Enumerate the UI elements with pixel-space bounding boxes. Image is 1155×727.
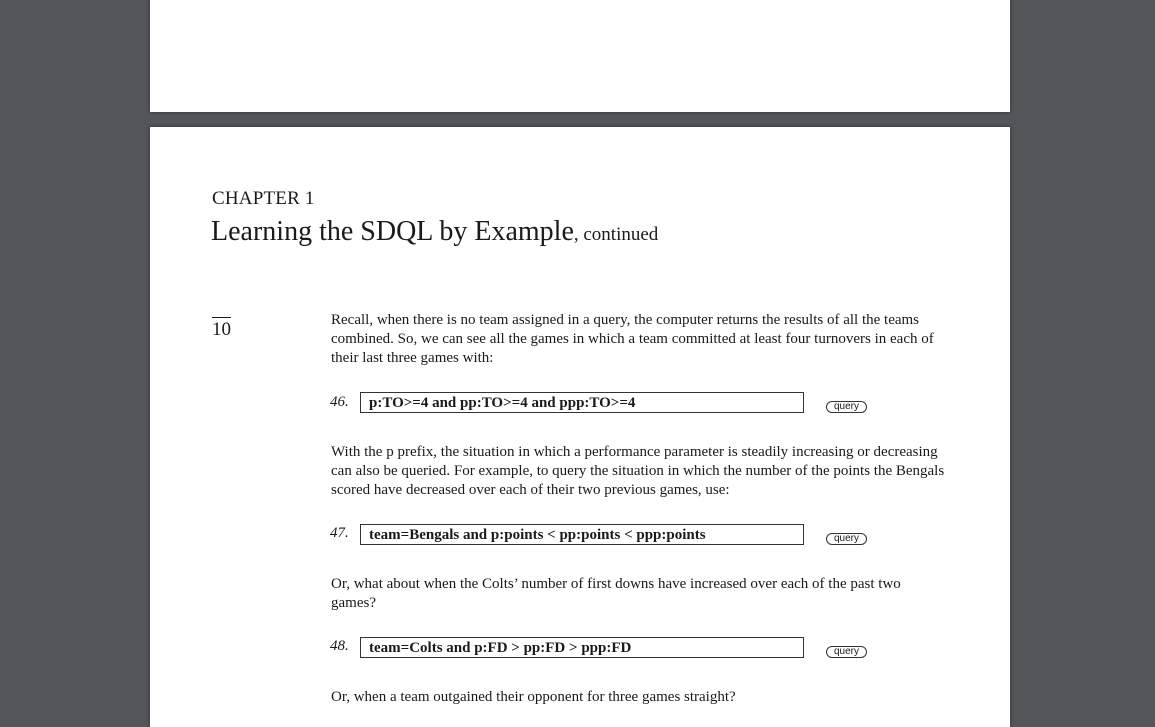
query-button-48[interactable]: query [826, 646, 867, 658]
paragraph-outgained: Or, when a team outgained their opponent for three games straight? [331, 689, 736, 705]
query-number-47: 47. [330, 525, 349, 541]
chapter-title-text: Learning the SDQL by Example [211, 216, 574, 247]
query-input-47[interactable]: team=Bengals and p:points < pp:points < ppp:points [360, 524, 804, 545]
chapter-label: CHAPTER 1 [212, 188, 315, 209]
current-page [150, 127, 1010, 727]
query-number-48: 48. [330, 638, 349, 654]
page-number: 10 [212, 319, 231, 340]
chapter-title [211, 216, 658, 248]
query-button-47[interactable]: query [826, 533, 867, 545]
query-number-46: 46. [330, 394, 349, 410]
query-button-46[interactable]: query [826, 401, 867, 413]
paragraph-p-prefix: With the p prefix, the situation in which a performance parameter is steadily increasing or decreasing can also be queried. For example, to query the situation in which the number of the points the Bengals scored have decreased over each of their two previous games, use: [331, 444, 945, 498]
paragraph-intro: Recall, when there is no team assigned in a query, the computer returns the results of all the teams combined. So, we can see all the games in which a team committed at least four turnovers in each of their last three games with: [331, 312, 934, 366]
query-input-48[interactable]: team=Colts and p:FD > pp:FD > ppp:FD [360, 637, 804, 658]
paragraph-colts: Or, what about when the Colts’ number of first downs have increased over each of the past two games? [331, 576, 901, 611]
previous-page [150, 0, 1010, 112]
chapter-continued: , continued [573, 224, 659, 245]
query-input-46[interactable]: p:TO>=4 and pp:TO>=4 and ppp:TO>=4 [360, 392, 804, 413]
